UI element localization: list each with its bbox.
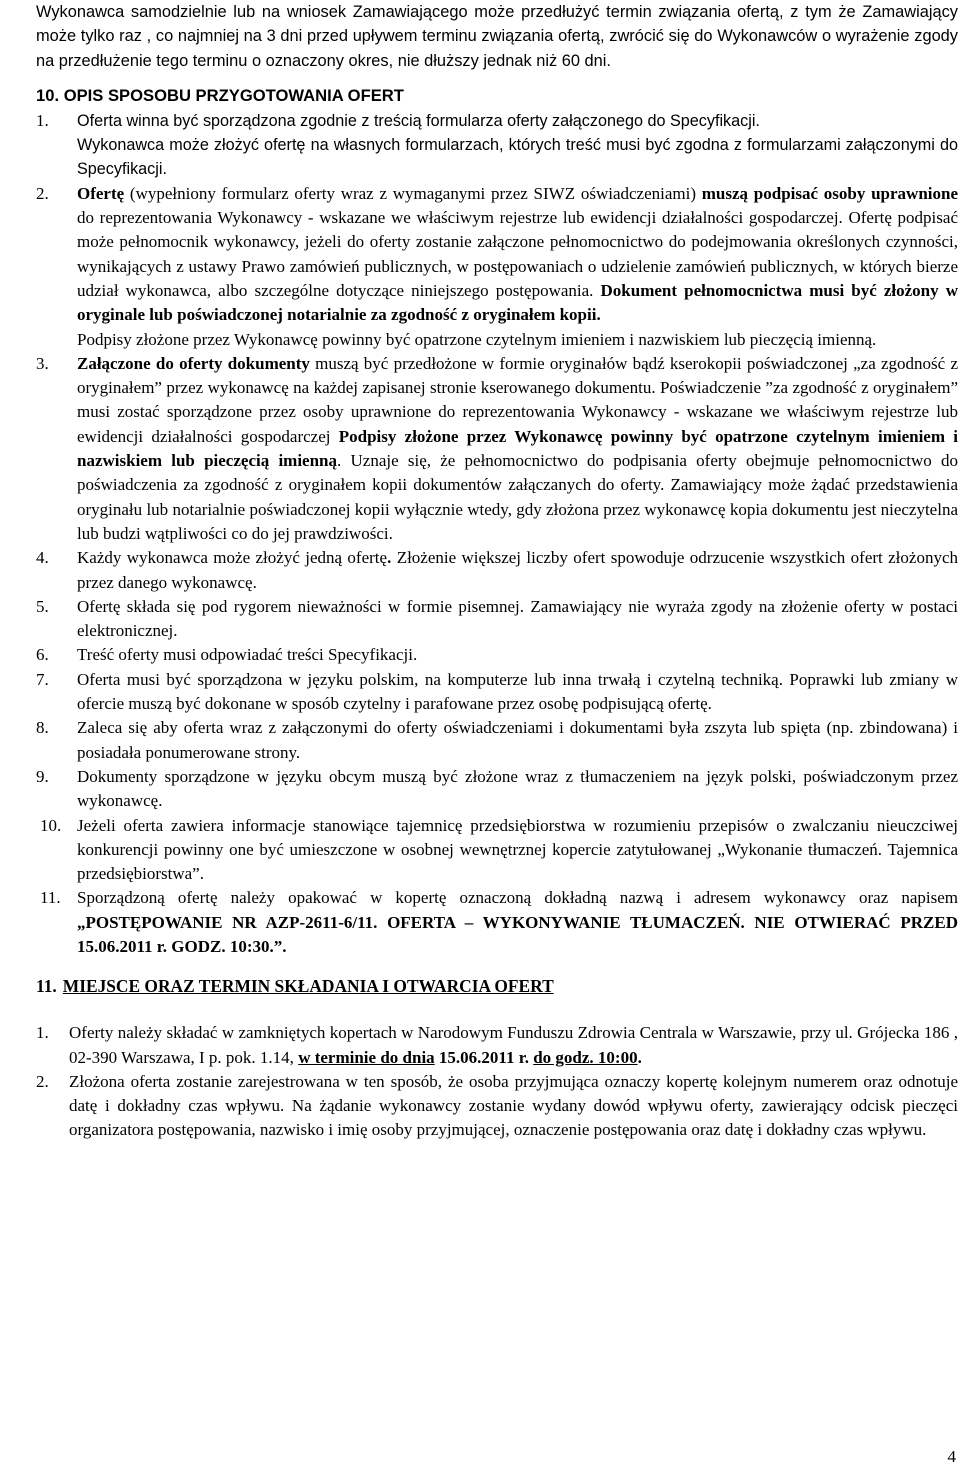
item-number: 1.	[36, 1023, 49, 1043]
section-10-item-7	[36, 668, 958, 717]
item-number: 8.	[36, 718, 49, 738]
deadline-time: do godz. 10:00	[533, 1047, 638, 1067]
item-number: 11.	[40, 888, 61, 908]
section-10-item-10	[36, 814, 958, 887]
section-10-item-1	[36, 109, 958, 182]
text-run: .	[637, 1047, 642, 1067]
section-10-number: 10.	[36, 85, 60, 105]
item-text: Zaleca się aby oferta wraz z załączonymi do oferty oświadczeniami i dokumentami była zszyta lub spięta (np. zbindowana) i posiadała ponumerowane strony.	[77, 718, 958, 762]
deadline-text: w terminie do dnia	[298, 1047, 435, 1067]
text-run: Oferty należy składać w zamkniętych kopertach w Narodowym Funduszu Zdrowia Centrala w Warszawie, przy ul. Grójecka 186 , 02-390 Warszawa, I p. pok. 1.14,	[69, 1023, 958, 1067]
item-text	[77, 886, 958, 959]
section-11-item-1	[36, 1021, 958, 1070]
section-10-item-5	[36, 595, 958, 644]
item-text: Ofertę składa się pod rygorem nieważności w formie pisemnej. Zamawiający nie wyraża zgody na złożenie oferty w postaci elektronicznej.	[77, 596, 958, 641]
item-number: 1.	[36, 110, 49, 130]
section-10-item-11	[36, 886, 958, 959]
text-run: do reprezentowania Wykonawcy - wskazane we właściwym rejestrze lub ewidencji działalności gospodarczej. Ofertę podpisać może pełnomocnik wykonawcy, jeżeli do oferty zostanie załączone pełnomocnictwo do podejmowania określonych czynności, wynikających z ustawy Prawo zamówień publicznych, w postępowaniach o udzielenie zamówień publicznych, w których bierze udział wykonawca, albo szczególne dotyczące niniejszego postępowania.	[77, 208, 958, 300]
item-number: 2.	[36, 1071, 49, 1091]
bold-text: „POSTĘPOWANIE NR AZP-2611-6/11. OFERTA – WYKONYWANIE TŁUMACZEŃ. NIE OTWIERAĆ PRZED 15.06.2011 r. GODZ. 10:30.”.	[77, 912, 958, 956]
text-run: (wypełniony formularz oferty wraz z wymaganymi przez SIWZ oświadczeniami)	[124, 183, 702, 203]
item-text: Podpisy złożone przez Wykonawcę powinny być opatrzone czytelnym imieniem i nazwiskiem lub pieczęcią imienną.	[77, 329, 877, 349]
section-11-number: 11.	[36, 976, 57, 997]
item-number: 4.	[36, 548, 49, 568]
intro-paragraph: Wykonawca samodzielnie lub na wniosek Zamawiającego może przedłużyć termin związania ofertą, z tym że Zamawiający może tylko raz , co najmniej na 3 dni przed upływem terminu związania ofertą, zwrócić się do Wykonawców o wyrażenie zgody na przedłużenie tego terminu o oznaczony okres, nie dłuższy jednak niż 60 dni.	[36, 3, 958, 70]
item-text: Dokumenty sporządzone w języku obcym muszą być złożone wraz z tłumaczeniem na język polski, poświadczonym przez wykonawcę.	[77, 766, 958, 811]
item-text	[77, 352, 958, 546]
item-text	[69, 1021, 958, 1070]
section-10-item-6	[36, 643, 958, 667]
bold-text: Załączone do oferty dokumenty	[77, 353, 310, 373]
text-run: muszą być przedłożone w formie oryginałów bądź kserokopii poświadczonej „za zgodność z oryginałem” przez wykonawcę na każdej zapisanej stronie kserowanego dokumentu. Poświadczenie ”za zgodność z oryginałem” musi zostać sporządzone przez osoby uprawnione do reprezentowania Wykonawcy - wskazane we właściwym rejestrze lub ewidencji działalności gospodarczej	[77, 353, 958, 446]
bold-text: Podpisy złożone przez Wykonawcę powinny być opatrzone czytelnym imieniem i nazwiskiem lub pieczęcią imienną	[77, 426, 958, 471]
text-run: Złożenie większej liczby ofert spowoduje odrzucenie wszystkich ofert złożonych przez danego wykonawcę.	[77, 548, 958, 592]
item-number: 10.	[40, 815, 62, 835]
section-10-title: OPIS SPOSOBU PRZYGOTOWANIA OFERT	[63, 85, 404, 105]
item-text: Oferta winna być sporządzona zgodnie z treścią formularza oferty załączonego do Specyfikacji.	[77, 111, 760, 130]
bold-text: .	[387, 548, 392, 568]
section-10-item-3	[36, 352, 958, 546]
section-11-item-2	[36, 1070, 958, 1143]
section-10-item-4	[36, 546, 958, 595]
text-run: . Uznaje się, że pełnomocnictwo do podpisania oferty obejmuje pełnomocnictwo do poświadczenia za zgodność z oryginałem kopii dokumentów załączanych do oferty. Zamawiający może żądać przedstawienia oryginału lub notarialnie poświadczonej kopii wyłącznie wtedy, gdy złożona przez wykonawcę kopia dokumentu jest nieczytelna lub budzi wątpliwości co do jej prawdziwości.	[77, 451, 959, 543]
item-number: 3.	[36, 353, 49, 373]
item-number: 5.	[36, 596, 49, 616]
section-10-item-2	[36, 182, 958, 352]
text-run: Każdy wykonawca może złożyć jedną ofertę	[77, 548, 388, 568]
item-text	[77, 546, 958, 595]
item-text: Wykonawca może złożyć ofertę na własnych formularzach, których treść musi być zgodna z formularzami załączonymi do Specyfikacji.	[77, 136, 958, 179]
document-page	[36, 0, 958, 1143]
item-text: Oferta musi być sporządzona w języku polskim, na komputerze lub inna trwałą i czytelną techniką. Poprawki lub zmiany w ofercie muszą być dokonane w sposób czytelny i parafowane przez osobę podpisującą ofertę.	[77, 669, 958, 714]
page-number: 4	[947, 1447, 956, 1466]
item-number: 9.	[36, 766, 49, 786]
section-11-heading	[36, 973, 958, 999]
item-number: 2.	[36, 183, 49, 203]
item-text: Jeżeli oferta zawiera informacje stanowiące tajemnicę przedsiębiorstwa w rozumieniu przepisów o zwalczaniu nieuczciwej konkurencji powinny one być umieszczone w osobnej wewnętrznej kopercie zatytułowanej „Wykonanie tłumaczeń. Tajemnica przedsiębiorstwa”.	[77, 815, 958, 884]
item-number: 6.	[36, 645, 49, 665]
item-number: 7.	[36, 669, 49, 689]
item-text	[77, 182, 958, 328]
text-run: Sporządzoną ofertę należy opakować w kopertę oznaczoną dokładną nazwą i adresem wykonawcy oraz napisem	[77, 888, 958, 908]
section-11-title: MIEJSCE ORAZ TERMIN SKŁADANIA I OTWARCIA OFERT	[62, 976, 554, 997]
deadline-date: 15.06.2011 r.	[434, 1047, 529, 1067]
bold-text: Ofertę	[77, 183, 125, 203]
bold-text: muszą podpisać osoby uprawnione	[701, 183, 958, 203]
section-10-heading	[36, 83, 958, 109]
bold-text: Dokument pełnomocnictwa musi być złożony w oryginale lub poświadczonej notarialnie za zgodność z oryginałem kopii.	[77, 280, 958, 325]
item-text: Treść oferty musi odpowiadać treści Specyfikacji.	[77, 645, 418, 665]
item-text: Złożona oferta zostanie zarejestrowana w ten sposób, że osoba przyjmująca oznaczy kopertę kolejnym numerem oraz odnotuje datę i dokładny czas wpływu. Na żądanie wykonawcy zostanie wydany dowód wpływu oferty, zawierający odcisk pieczęci organizatora postępowania, nazwisko i imię osoby przyjmującej, oznaczenie postępowania oraz datę i dokładny czas wpływu.	[69, 1071, 958, 1140]
section-10-item-9	[36, 765, 958, 814]
section-10-item-8	[36, 716, 958, 765]
